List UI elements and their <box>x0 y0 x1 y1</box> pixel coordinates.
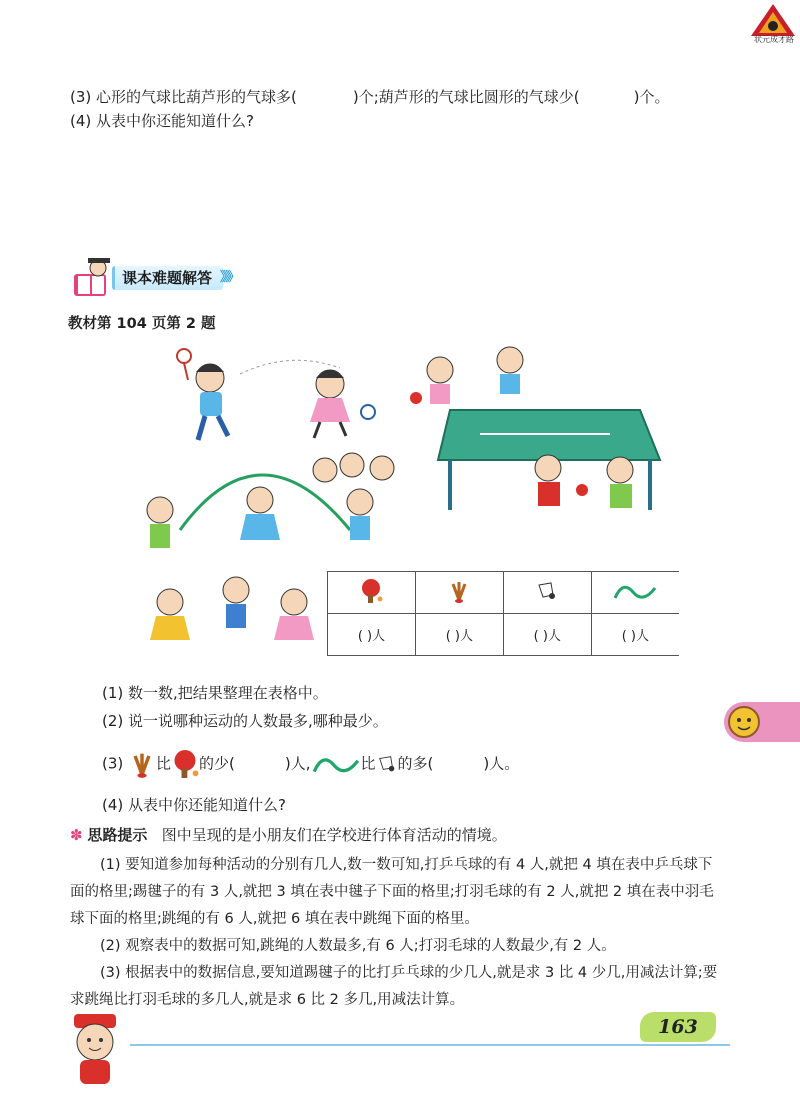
count-cell-badminton: ( )人 <box>503 614 591 656</box>
hint-p3-text: (3) 根据表中的数据信息,要知道踢毽子的比打乒乓球的少几人,就是求 3 比 4 少几,用减法计算;要求跳绳比打羽毛球的多几人,就是求 6 比 2 多几,用减法计算。 <box>70 965 718 1008</box>
publisher-logo-text: 状元成才路 <box>754 35 794 44</box>
flower-icon: ✽ <box>70 826 83 844</box>
question-2: (2) 说一说哪种运动的人数最多,哪种最少。 <box>102 712 388 730</box>
shuttlecock-kick-kids <box>150 577 314 640</box>
tally-table <box>327 571 679 656</box>
count-cell-shuttlecock-kick: ( )人 <box>415 614 503 656</box>
jump-rope-icon <box>613 580 657 602</box>
jump-rope-icon <box>311 752 361 776</box>
hint-paragraph-2 <box>70 933 720 960</box>
hint-intro: 图中呈现的是小朋友们在学校进行体育活动的情境。 <box>161 826 507 844</box>
count-cell-ping-pong: ( )人 <box>328 614 416 656</box>
cell-badminton <box>503 572 591 614</box>
cell-jump-rope <box>591 572 679 614</box>
q3-compare-word-1: 比 <box>156 754 172 773</box>
q3-fewer-text: 的少( <box>199 754 235 773</box>
count-cell-jump-rope: ( )人 <box>591 614 679 656</box>
jump-rope-kids <box>147 453 394 548</box>
badminton-shuttlecock-icon <box>376 753 398 775</box>
badminton-player-2 <box>310 370 375 438</box>
ping-pong-paddle-icon <box>171 748 199 780</box>
shuttlecock-kick-icon <box>128 749 156 779</box>
q3-text-a: (3) 心形的气球比葫芦形的气球多( <box>70 88 297 106</box>
q3-compare-word-2: 比 <box>360 754 376 773</box>
q3-text-c: )个。 <box>633 88 670 106</box>
ping-pong-paddle-icon <box>359 578 383 604</box>
tally-icon-row <box>328 572 680 614</box>
reading-student-icon <box>68 256 118 300</box>
hint-p2-text: (2) 观察表中的数据可知,跳绳的人数最多,有 6 人;打羽毛球的人数最少,有 2 人。 <box>100 938 616 954</box>
question-3 <box>102 748 519 780</box>
hint-intro-line <box>70 824 507 846</box>
q3-people-1: )人, <box>284 754 311 773</box>
monkey-face-icon <box>726 704 762 740</box>
q3-text-b: )个;葫芦形的气球比圆形的气球少( <box>352 88 580 106</box>
cell-shuttlecock-kick <box>415 572 503 614</box>
cell-ping-pong <box>328 572 416 614</box>
badminton-shuttlecock-icon <box>535 579 559 603</box>
badminton-player-1 <box>177 349 228 440</box>
top-question-3 <box>70 86 670 108</box>
footer-rule <box>130 1044 730 1046</box>
hint-label: 思路提示 <box>87 826 148 844</box>
exercise-subhead: 教材第 104 页第 2 题 <box>68 316 216 332</box>
top-question-4: (4) 从表中你还能知道什么? <box>70 112 254 130</box>
section-title: 课本难题解答 <box>122 269 213 287</box>
question-1: (1) 数一数,把结果整理在表格中。 <box>102 684 328 702</box>
q3-prefix: (3) <box>102 754 124 773</box>
shuttlecock-kick-icon <box>447 578 471 604</box>
page-number: 163 <box>658 1016 698 1038</box>
section-arrows: 》》》 <box>220 270 238 285</box>
tally-count-row <box>328 614 680 656</box>
hint-paragraph-3 <box>70 960 720 1014</box>
hint-paragraph-1 <box>70 852 720 933</box>
question-4: (4) 从表中你还能知道什么? <box>102 796 286 814</box>
hint-p1-text: (1) 要知道参加每种活动的分别有几人,数一数可知,打乒乓球的有 4 人,就把 4 填在表中乒乓球下面的格里;踢毽子的有 3 人,就把 3 填在表中毽子下面的格里;打羽毛球的有 2 人,就把 2 填在表中羽毛球下面的格里;跳绳的有 6 人,就把 6 填在表中跳绳下面的格里。 <box>70 857 714 927</box>
q3-people-2: )人。 <box>483 754 520 773</box>
mascot-scholar-icon <box>60 1008 130 1088</box>
q3-more-text: 的多( <box>397 754 434 773</box>
